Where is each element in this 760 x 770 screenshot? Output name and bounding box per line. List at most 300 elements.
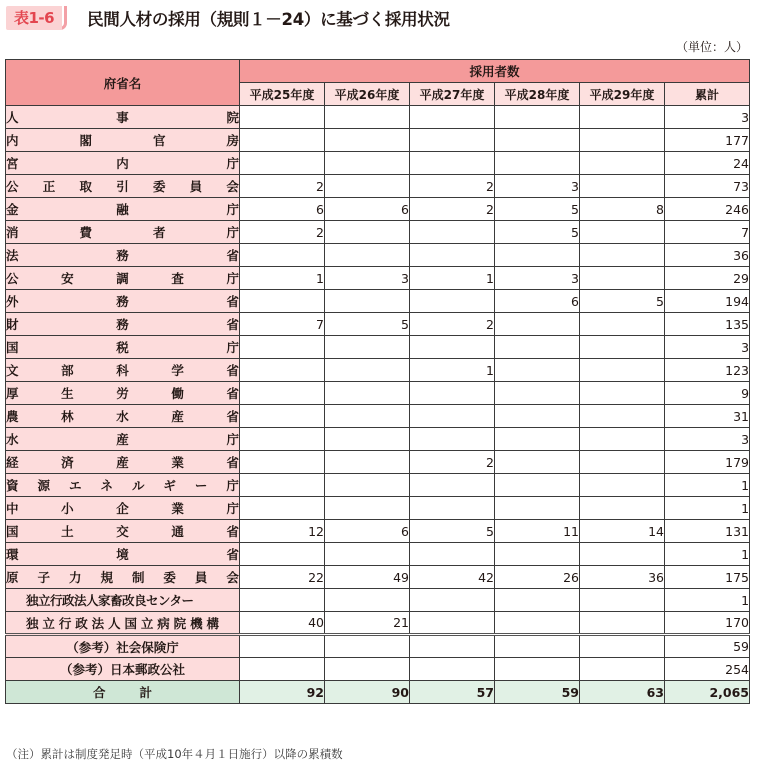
value-cell <box>410 244 495 267</box>
value-cell: 14 <box>580 520 665 543</box>
table-row <box>6 244 750 267</box>
ministry-name-char: 庁 <box>226 432 239 447</box>
value-cell <box>580 244 665 267</box>
value-cell: 6 <box>325 520 410 543</box>
value-cell <box>495 428 580 451</box>
value-cell <box>325 175 410 198</box>
ministry-name-char: 農 <box>6 409 19 424</box>
value-cell <box>325 129 410 152</box>
ministry-name-cell <box>6 244 240 267</box>
value-cell <box>240 497 325 520</box>
value-cell <box>325 359 410 382</box>
ministry-name-char: 公 <box>6 271 19 286</box>
ministry-name-char: 費 <box>79 225 92 240</box>
value-cell: 1 <box>665 497 750 520</box>
ministry-name-char: 子 <box>37 570 50 585</box>
ministry-name-char: 外 <box>6 294 19 309</box>
value-cell: 2 <box>240 221 325 244</box>
value-cell <box>410 474 495 497</box>
value-cell <box>580 175 665 198</box>
value-cell <box>580 635 665 658</box>
value-cell: 5 <box>580 290 665 313</box>
value-cell <box>580 152 665 175</box>
ministry-name-cell <box>6 221 240 244</box>
ministry-name-cell <box>6 129 240 152</box>
ministry-name-char: 庁 <box>226 340 239 355</box>
value-cell <box>580 497 665 520</box>
ministry-name-cell <box>6 313 240 336</box>
ministry-name-char: 交 <box>116 524 129 539</box>
ministry-name-char: 人 <box>108 615 121 631</box>
table-row <box>6 520 750 543</box>
value-cell <box>240 290 325 313</box>
ministry-name-char: 省 <box>226 317 239 332</box>
value-cell <box>325 290 410 313</box>
ministry-name-char: ー <box>194 478 208 493</box>
ministry-name-char: ル <box>131 478 145 493</box>
ministry-name-cell <box>6 405 240 428</box>
value-cell <box>580 359 665 382</box>
value-cell <box>495 244 580 267</box>
ministry-name-char: 省 <box>226 547 239 562</box>
value-cell: 36 <box>580 566 665 589</box>
value-cell: 1 <box>665 474 750 497</box>
ministry-name-char: 省 <box>226 386 239 401</box>
value-cell: 12 <box>240 520 325 543</box>
value-cell <box>495 382 580 405</box>
value-cell <box>325 221 410 244</box>
table-title: 民間人材の採用（規則１－24）に基づく採用状況 <box>87 10 450 29</box>
value-cell <box>580 106 665 129</box>
value-cell <box>410 405 495 428</box>
value-cell <box>410 129 495 152</box>
value-cell <box>325 635 410 658</box>
value-cell: 11 <box>495 520 580 543</box>
ministry-name-char: 厚 <box>6 386 19 401</box>
value-cell: 8 <box>580 198 665 221</box>
ministry-name-char: 環 <box>6 547 19 562</box>
ministry-name-char: 委 <box>152 179 166 194</box>
value-cell: 1 <box>410 267 495 290</box>
ministry-name-char: 会 <box>226 570 239 585</box>
ministry-name-char: 務 <box>116 294 129 309</box>
table-number-badge: 表1-6 <box>6 6 62 30</box>
ministry-name-char: 調 <box>116 271 129 286</box>
value-cell <box>240 382 325 405</box>
ministry-name-char: エ <box>68 478 82 493</box>
reference-row <box>6 635 750 658</box>
ministry-name-char: 会 <box>226 179 239 194</box>
value-cell <box>240 451 325 474</box>
total-label-char: 計 <box>139 685 153 700</box>
value-cell: 177 <box>665 129 750 152</box>
ministry-name-char: 資 <box>6 478 19 493</box>
ministry-name-char: 源 <box>37 478 50 493</box>
value-cell <box>325 336 410 359</box>
value-cell: 131 <box>665 520 750 543</box>
ministry-name-char: 務 <box>116 317 129 332</box>
ministry-name-cell <box>6 612 240 635</box>
value-cell: 59 <box>665 635 750 658</box>
reference-name-cell: （参考）日本郵政公社 <box>6 658 240 681</box>
value-cell <box>495 313 580 336</box>
ministry-name-char: 庁 <box>226 501 239 516</box>
ministry-name-char: 内 <box>6 133 19 148</box>
ministry-name-char: 国 <box>6 524 19 539</box>
value-cell: 3 <box>495 267 580 290</box>
ministry-name-char: 産 <box>116 455 129 470</box>
total-label-cell <box>6 681 240 704</box>
value-cell <box>495 658 580 681</box>
table-row <box>6 359 750 382</box>
value-cell: 254 <box>665 658 750 681</box>
value-cell <box>325 244 410 267</box>
value-cell <box>410 635 495 658</box>
ministry-name-char: ネ <box>100 478 113 493</box>
ministry-name-char: 制 <box>131 570 145 585</box>
table-row <box>6 175 750 198</box>
value-cell: 170 <box>665 612 750 635</box>
value-cell: 24 <box>665 152 750 175</box>
value-cell <box>580 543 665 566</box>
value-cell <box>325 451 410 474</box>
value-cell <box>580 129 665 152</box>
value-cell <box>495 152 580 175</box>
ministry-name-char: 正 <box>42 179 56 194</box>
value-cell <box>240 405 325 428</box>
ministry-name-char: 員 <box>189 179 203 194</box>
ministry-name-char: 学 <box>171 363 184 378</box>
ministry-name-char: 機 <box>190 615 203 631</box>
value-cell <box>580 267 665 290</box>
value-cell <box>580 658 665 681</box>
ministry-name-char: 安 <box>61 271 74 286</box>
table-row <box>6 382 750 405</box>
value-cell: 135 <box>665 313 750 336</box>
value-cell: 1 <box>410 359 495 382</box>
ministry-name-char: 引 <box>116 179 129 194</box>
ministry-name-char: 済 <box>61 455 74 470</box>
ministry-name-char: 査 <box>171 271 184 286</box>
ministry-name-char: 構 <box>206 615 219 631</box>
value-cell <box>240 129 325 152</box>
value-cell <box>410 543 495 566</box>
ministry-name-char: 事 <box>116 110 129 125</box>
value-cell: 9 <box>665 382 750 405</box>
ministry-name-char: 公 <box>6 179 19 194</box>
value-cell <box>495 451 580 474</box>
header-h25: 平成25年度 <box>240 83 325 106</box>
ministry-name-cell <box>6 428 240 451</box>
value-cell: 246 <box>665 198 750 221</box>
value-cell: 7 <box>240 313 325 336</box>
ministry-name-cell <box>6 589 240 612</box>
total-value-cell: 2,065 <box>665 681 750 704</box>
value-cell <box>495 405 580 428</box>
ministry-name-char: 文 <box>6 363 19 378</box>
ministry-name-char: 者 <box>152 225 166 240</box>
value-cell <box>410 612 495 635</box>
table-row <box>6 198 750 221</box>
value-cell: 2 <box>410 198 495 221</box>
ministry-name-char: 通 <box>171 524 184 539</box>
total-row <box>6 681 750 704</box>
value-cell: 21 <box>325 612 410 635</box>
ministry-name-cell <box>6 152 240 175</box>
value-cell: 22 <box>240 566 325 589</box>
ministry-name-char: 産 <box>116 432 129 447</box>
ministry-name-char: 小 <box>61 501 74 516</box>
value-cell <box>580 221 665 244</box>
total-value-cell: 90 <box>325 681 410 704</box>
value-cell <box>325 428 410 451</box>
value-cell <box>580 612 665 635</box>
value-cell <box>495 474 580 497</box>
header-h29: 平成29年度 <box>580 83 665 106</box>
value-cell <box>240 336 325 359</box>
ministry-name-char: 働 <box>171 386 184 401</box>
ministry-name-char: 立 <box>140 615 154 631</box>
ministry-name-char: 生 <box>61 386 74 401</box>
ministry-name-cell <box>6 566 240 589</box>
value-cell: 3 <box>665 336 750 359</box>
value-cell: 1 <box>240 267 325 290</box>
unit-label: （単位：人） <box>675 40 748 54</box>
value-cell <box>410 290 495 313</box>
value-cell: 5 <box>325 313 410 336</box>
value-cell <box>410 658 495 681</box>
ministry-name-char: 庁 <box>226 156 239 171</box>
ministry-name-char: 病 <box>157 615 170 631</box>
value-cell <box>495 497 580 520</box>
ministry-name-char: 力 <box>68 570 82 585</box>
table-row <box>6 221 750 244</box>
ministry-name-cell <box>6 290 240 313</box>
value-cell <box>325 106 410 129</box>
total-value-cell: 63 <box>580 681 665 704</box>
value-cell: 6 <box>240 198 325 221</box>
value-cell <box>580 474 665 497</box>
value-cell: 49 <box>325 566 410 589</box>
value-cell: 3 <box>495 175 580 198</box>
table-row <box>6 428 750 451</box>
header-h28: 平成28年度 <box>495 83 580 106</box>
value-cell: 6 <box>495 290 580 313</box>
ministry-name-char: 金 <box>6 202 19 217</box>
ministry-name-cell <box>6 474 240 497</box>
value-cell <box>240 244 325 267</box>
ministry-name-char: 労 <box>116 386 129 401</box>
total-value-cell: 59 <box>495 681 580 704</box>
ministry-name-char: 庁 <box>226 271 239 286</box>
ministry-name-char: 務 <box>116 248 129 263</box>
ministry-name-char: 税 <box>116 340 129 355</box>
value-cell: 2 <box>410 313 495 336</box>
value-cell: 40 <box>240 612 325 635</box>
value-cell: 3 <box>665 428 750 451</box>
table-row <box>6 313 750 336</box>
value-cell: 2 <box>240 175 325 198</box>
footnote: （注）累計は制度発足時（平成10年４月１日施行）以降の累積数 <box>6 747 343 761</box>
value-cell: 6 <box>325 198 410 221</box>
ministry-name-cell <box>6 359 240 382</box>
value-cell <box>325 497 410 520</box>
ministry-name-cell <box>6 198 240 221</box>
table-row <box>6 336 750 359</box>
value-cell: 123 <box>665 359 750 382</box>
ministry-name-char: 政 <box>75 615 88 631</box>
header-h27: 平成27年度 <box>410 83 495 106</box>
value-cell <box>325 152 410 175</box>
ministry-name-char: 財 <box>6 317 19 332</box>
value-cell: 3 <box>665 106 750 129</box>
table-row <box>6 612 750 635</box>
ministry-name-char: 院 <box>226 110 239 125</box>
ministry-name-cell <box>6 106 240 129</box>
value-cell <box>325 405 410 428</box>
ministry-name-char: 水 <box>6 432 19 447</box>
table-row <box>6 106 750 129</box>
value-cell <box>240 635 325 658</box>
value-cell <box>410 336 495 359</box>
value-cell <box>240 428 325 451</box>
value-cell: 2 <box>410 451 495 474</box>
ministry-name-char: 内 <box>116 156 129 171</box>
value-cell <box>495 589 580 612</box>
value-cell <box>580 382 665 405</box>
value-cell <box>240 543 325 566</box>
value-cell: 2 <box>410 175 495 198</box>
value-cell <box>495 106 580 129</box>
value-cell <box>325 543 410 566</box>
ministry-name-char: 庁 <box>226 478 239 493</box>
value-cell: 26 <box>495 566 580 589</box>
value-cell <box>495 359 580 382</box>
table-row <box>6 474 750 497</box>
ministry-name-char: 閣 <box>79 133 92 148</box>
ministry-name-char: 官 <box>152 133 166 148</box>
ministry-name-char: 省 <box>226 363 239 378</box>
ministry-name-char: 省 <box>226 248 239 263</box>
value-cell <box>580 405 665 428</box>
ministry-name-char: 企 <box>116 501 129 516</box>
value-cell <box>240 589 325 612</box>
value-cell <box>410 589 495 612</box>
ministry-name-char: 原 <box>6 570 19 585</box>
value-cell: 36 <box>665 244 750 267</box>
value-cell <box>580 313 665 336</box>
ministry-name-cell <box>6 175 240 198</box>
ministry-name-char: 経 <box>6 455 19 470</box>
table-row <box>6 497 750 520</box>
value-cell: 1 <box>665 589 750 612</box>
ministry-name-char: 省 <box>226 455 239 470</box>
ministry-name-char: 消 <box>6 225 19 240</box>
ministry-name-char: 独 <box>26 615 39 631</box>
ministry-name-char: 行 <box>58 615 72 631</box>
ministry-name-char: 房 <box>226 133 239 148</box>
value-cell <box>325 382 410 405</box>
ministry-name-cell <box>6 497 240 520</box>
value-cell: 5 <box>495 221 580 244</box>
ministry-name-char: 科 <box>116 363 129 378</box>
ministry-name-char: 林 <box>61 409 74 424</box>
table-row <box>6 129 750 152</box>
table-row <box>6 290 750 313</box>
ministry-name-char: 業 <box>171 501 184 516</box>
table-title-bar <box>6 5 450 31</box>
value-cell <box>410 106 495 129</box>
table-row <box>6 152 750 175</box>
ministry-name-char: 宮 <box>6 156 19 171</box>
value-cell <box>580 336 665 359</box>
reference-row <box>6 658 750 681</box>
value-cell <box>495 543 580 566</box>
ministry-name-char: 員 <box>194 570 208 585</box>
value-cell: 31 <box>665 405 750 428</box>
value-cell <box>325 474 410 497</box>
ministry-name-char: 境 <box>116 547 129 562</box>
value-cell: 5 <box>495 198 580 221</box>
value-cell <box>495 612 580 635</box>
value-cell <box>580 589 665 612</box>
ministry-name-char: 国 <box>124 615 137 631</box>
value-cell: 5 <box>410 520 495 543</box>
value-cell <box>410 152 495 175</box>
table-row <box>6 267 750 290</box>
value-cell: 7 <box>665 221 750 244</box>
ministry-name-char: 産 <box>171 409 184 424</box>
ministry-name-char: 中 <box>6 501 19 516</box>
header-h26: 平成26年度 <box>325 83 410 106</box>
ministry-name-char: 規 <box>100 570 113 585</box>
value-cell <box>325 658 410 681</box>
ministry-name-char: 立 <box>42 615 55 631</box>
value-cell: 29 <box>665 267 750 290</box>
ministry-name-cell <box>6 267 240 290</box>
value-cell <box>410 382 495 405</box>
ministry-name-char: 取 <box>79 179 92 194</box>
ministry-name-cell <box>6 451 240 474</box>
table-row <box>6 543 750 566</box>
recruitment-table <box>5 59 750 704</box>
table-row <box>6 405 750 428</box>
ministry-name-char: 水 <box>116 409 129 424</box>
ministry-name-cell <box>6 543 240 566</box>
value-cell: 3 <box>325 267 410 290</box>
value-cell: 194 <box>665 290 750 313</box>
value-cell <box>240 106 325 129</box>
ministry-name-char: 業 <box>171 455 184 470</box>
value-cell <box>495 635 580 658</box>
ministry-name-char: 土 <box>61 524 74 539</box>
ministry-name-char: 部 <box>61 363 74 378</box>
value-cell: 73 <box>665 175 750 198</box>
value-cell <box>410 497 495 520</box>
value-cell <box>325 589 410 612</box>
ministry-name-char: 省 <box>226 294 239 309</box>
ministry-name-char: 庁 <box>226 202 239 217</box>
ministry-name-cell <box>6 382 240 405</box>
total-value-cell: 57 <box>410 681 495 704</box>
table-row <box>6 566 750 589</box>
ministry-name-char: 国 <box>6 340 19 355</box>
value-cell: 1 <box>665 543 750 566</box>
value-cell <box>410 428 495 451</box>
value-cell: 42 <box>410 566 495 589</box>
value-cell <box>240 658 325 681</box>
value-cell <box>580 451 665 474</box>
